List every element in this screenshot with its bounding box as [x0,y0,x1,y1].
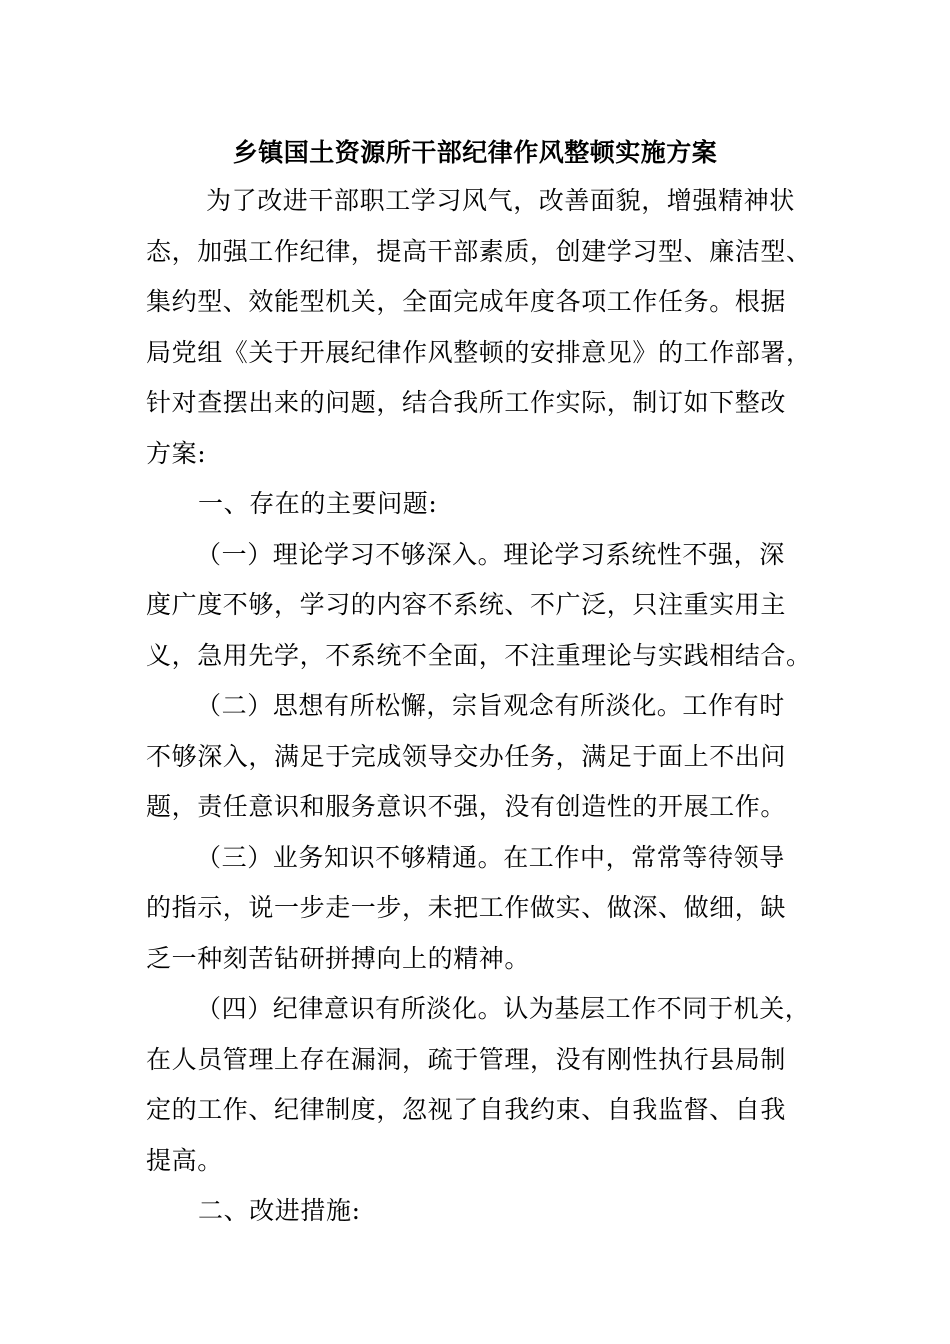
document-title: 乡镇国土资源所干部纪律作风整顿实施方案 [232,138,718,167]
paragraph-line: （二）思想有所松懈，宗旨观念有所淡化。工作有时 [196,691,785,720]
paragraph-line: 定的工作、纪律制度，忽视了自我约束、自我监督、自我 [146,1095,787,1124]
paragraph-line: 的指示，说一步走一步，未把工作做实、做深、做细，缺 [146,893,787,922]
paragraph-line: 在人员管理上存在漏洞，疏于管理，没有刚性执行县局制 [146,1044,787,1074]
section-heading: 二、改进措施: [198,1196,361,1225]
paragraph-line: （一）理论学习不够深入。理论学习系统性不强，深 [196,539,785,569]
paragraph-line: 义，急用先学，不系统不全面，不注重理论与实践相结合。 [146,640,812,670]
paragraph-line: 题，责任意识和服务意识不强，没有创造性的开展工作。 [146,792,787,821]
paragraph-line: 为了改进干部职工学习风气，改善面貌，增强精神状 [206,186,795,215]
document-body [146,176,812,1237]
paragraph-line: （四）纪律意识有所淡化。认为基层工作不同于机关， [196,994,811,1023]
paragraph-line: 集约型、效能型机关，全面完成年度各项工作任务。根据 [146,287,787,316]
paragraph-line: 态，加强工作纪律，提高干部素质，创建学习型、廉洁型、 [146,236,812,266]
paragraph-line: 提高。 [146,1145,223,1175]
paragraph-line: 针对查摆出来的问题，结合我所工作实际，制订如下整改 [146,388,787,417]
paragraph-line: 度广度不够，学习的内容不系统、不广泛，只注重实用主 [146,590,787,619]
paragraph-line: （三）业务知识不够精通。在工作中，常常等待领导 [196,842,785,872]
paragraph-line: 方案: [146,438,207,468]
paragraph-line: 不够深入，满足于完成领导交办任务，满足于面上不出问 [146,741,787,771]
section-heading: 一、存在的主要问题: [198,489,438,518]
paragraph-line: 乏一种刻苦钻研拼搏向上的精神。 [146,943,531,973]
paragraph-line: 局党组《关于开展纪律作风整顿的安排意见》的工作部署， [146,337,812,367]
